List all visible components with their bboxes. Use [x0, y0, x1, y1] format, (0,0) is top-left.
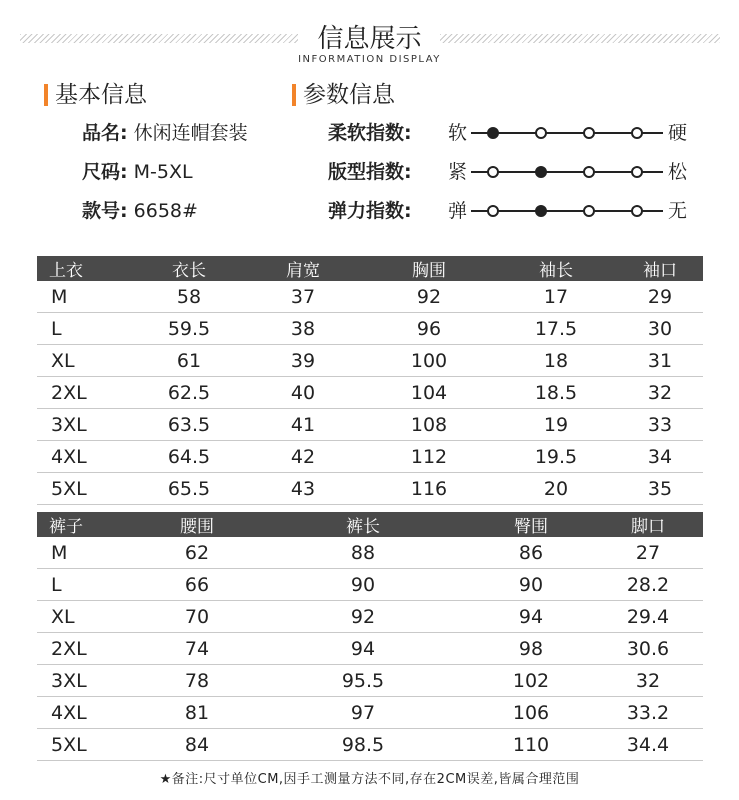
table-header-row	[37, 512, 703, 537]
measure-cell: 66	[137, 569, 257, 601]
measure-cell: 106	[469, 697, 593, 729]
measure-cell: 33	[617, 409, 703, 441]
measure-cell: 92	[257, 601, 469, 633]
table-row	[37, 569, 703, 601]
measure-cell: 29.4	[593, 601, 703, 633]
param-low-label: 紧	[448, 161, 468, 183]
param-low-label: 软	[448, 122, 468, 144]
measure-cell: 81	[137, 697, 257, 729]
info-label: 款号:	[82, 200, 128, 222]
column-header: 脚口	[593, 512, 703, 537]
column-header: 衣长	[135, 256, 243, 281]
column-header: 腰围	[137, 512, 257, 537]
size-cell: 4XL	[37, 441, 135, 473]
measure-cell: 62	[137, 537, 257, 569]
page-title: 信息展示	[317, 24, 422, 54]
column-header: 裤子	[37, 512, 137, 537]
measure-cell: 31	[617, 345, 703, 377]
measure-cell: 34	[617, 441, 703, 473]
param-row-softness	[328, 119, 708, 147]
param-high-label: 松	[668, 161, 688, 183]
size-cell: 3XL	[37, 409, 135, 441]
size-cell: M	[37, 281, 135, 313]
measure-cell: 95.5	[257, 665, 469, 697]
measure-cell: 17	[495, 281, 617, 313]
table-row	[37, 313, 703, 345]
measure-cell: 88	[257, 537, 469, 569]
table-row	[37, 377, 703, 409]
table-row	[37, 441, 703, 473]
measure-cell: 84	[137, 729, 257, 761]
param-scale	[471, 132, 663, 134]
size-cell: 2XL	[37, 633, 137, 665]
scale-dot	[583, 205, 595, 217]
table-row	[37, 729, 703, 761]
measure-cell: 41	[243, 409, 363, 441]
size-cell: 3XL	[37, 665, 137, 697]
scale-dot-selected	[487, 127, 499, 139]
measure-cell: 62.5	[135, 377, 243, 409]
measure-cell: 32	[593, 665, 703, 697]
column-header: 胸围	[363, 256, 495, 281]
measure-cell: 90	[469, 569, 593, 601]
page-subtitle: INFORMATION DISPLAY	[298, 54, 441, 65]
measure-cell: 43	[243, 473, 363, 505]
scale-dot	[583, 166, 595, 178]
measure-cell: 94	[469, 601, 593, 633]
param-scale	[471, 171, 663, 173]
measure-cell: 65.5	[135, 473, 243, 505]
measure-cell: 30	[617, 313, 703, 345]
measure-cell: 98	[469, 633, 593, 665]
measure-cell: 32	[617, 377, 703, 409]
param-label: 版型指数:	[328, 161, 412, 183]
scale-dot-selected	[535, 205, 547, 217]
param-scale	[471, 210, 663, 212]
info-value: M-5XL	[133, 161, 193, 183]
measure-cell: 100	[363, 345, 495, 377]
measure-cell: 96	[363, 313, 495, 345]
param-info-title: 参数信息	[292, 81, 395, 109]
measure-cell: 74	[137, 633, 257, 665]
measure-cell: 90	[257, 569, 469, 601]
scale-dot	[487, 166, 499, 178]
table-row	[37, 409, 703, 441]
measure-cell: 35	[617, 473, 703, 505]
measure-cell: 37	[243, 281, 363, 313]
size-cell: XL	[37, 345, 135, 377]
info-label: 尺码:	[82, 161, 128, 183]
measure-cell: 112	[363, 441, 495, 473]
param-row-elasticity	[328, 197, 708, 225]
section-header	[0, 12, 739, 72]
column-header: 袖口	[617, 256, 703, 281]
table-row	[37, 601, 703, 633]
scale-dot	[535, 127, 547, 139]
param-low-label: 弹	[448, 200, 468, 222]
measure-cell: 58	[135, 281, 243, 313]
size-cell: M	[37, 537, 137, 569]
param-high-label: 无	[668, 200, 688, 222]
size-cell: XL	[37, 601, 137, 633]
measure-cell: 116	[363, 473, 495, 505]
size-cell: 5XL	[37, 473, 135, 505]
basic-info-title: 基本信息	[44, 81, 147, 109]
pants-size-table	[37, 512, 703, 761]
top-size-table	[37, 256, 703, 505]
measure-cell: 78	[137, 665, 257, 697]
scale-dot	[631, 205, 643, 217]
column-header: 臀围	[469, 512, 593, 537]
column-header: 上衣	[37, 256, 135, 281]
info-row-name	[82, 119, 248, 147]
size-cell: 4XL	[37, 697, 137, 729]
measure-cell: 30.6	[593, 633, 703, 665]
table-row	[37, 281, 703, 313]
info-row-style-no	[82, 197, 198, 225]
measure-cell: 61	[135, 345, 243, 377]
measure-cell: 29	[617, 281, 703, 313]
measure-cell: 97	[257, 697, 469, 729]
size-note: ★备注:尺寸单位CM,因手工测量方法不同,存在2CM误差,皆属合理范围	[159, 772, 580, 787]
info-label: 品名:	[82, 122, 128, 144]
info-value: 休闲连帽套装	[133, 122, 248, 144]
measure-cell: 59.5	[135, 313, 243, 345]
measure-cell: 63.5	[135, 409, 243, 441]
size-cell: 2XL	[37, 377, 135, 409]
measure-cell: 19.5	[495, 441, 617, 473]
measure-cell: 102	[469, 665, 593, 697]
measure-cell: 33.2	[593, 697, 703, 729]
param-row-fit	[328, 158, 708, 186]
info-row-size	[82, 158, 193, 186]
table-row	[37, 665, 703, 697]
param-label: 弹力指数:	[328, 200, 412, 222]
measure-cell: 38	[243, 313, 363, 345]
table-row	[37, 697, 703, 729]
scale-dot	[583, 127, 595, 139]
size-cell: L	[37, 313, 135, 345]
measure-cell: 64.5	[135, 441, 243, 473]
measure-cell: 18.5	[495, 377, 617, 409]
measure-cell: 39	[243, 345, 363, 377]
measure-cell: 34.4	[593, 729, 703, 761]
measure-cell: 70	[137, 601, 257, 633]
table-row	[37, 537, 703, 569]
table-header-row	[37, 256, 703, 281]
measure-cell: 108	[363, 409, 495, 441]
scale-dot	[631, 127, 643, 139]
table-row	[37, 345, 703, 377]
measure-cell: 20	[495, 473, 617, 505]
measure-cell: 104	[363, 377, 495, 409]
table-row	[37, 633, 703, 665]
measure-cell: 110	[469, 729, 593, 761]
measure-cell: 86	[469, 537, 593, 569]
column-header: 裤长	[257, 512, 469, 537]
measure-cell: 17.5	[495, 313, 617, 345]
measure-cell: 27	[593, 537, 703, 569]
column-header: 袖长	[495, 256, 617, 281]
scale-dot-selected	[535, 166, 547, 178]
size-cell: L	[37, 569, 137, 601]
measure-cell: 28.2	[593, 569, 703, 601]
param-high-label: 硬	[668, 122, 688, 144]
measure-cell: 19	[495, 409, 617, 441]
info-value: 6658#	[133, 200, 198, 222]
measure-cell: 42	[243, 441, 363, 473]
scale-dot	[631, 166, 643, 178]
table-row	[37, 473, 703, 505]
measure-cell: 94	[257, 633, 469, 665]
param-label: 柔软指数:	[328, 122, 412, 144]
size-cell: 5XL	[37, 729, 137, 761]
measure-cell: 98.5	[257, 729, 469, 761]
measure-cell: 40	[243, 377, 363, 409]
measure-cell: 18	[495, 345, 617, 377]
column-header: 肩宽	[243, 256, 363, 281]
measure-cell: 92	[363, 281, 495, 313]
scale-dot	[487, 205, 499, 217]
